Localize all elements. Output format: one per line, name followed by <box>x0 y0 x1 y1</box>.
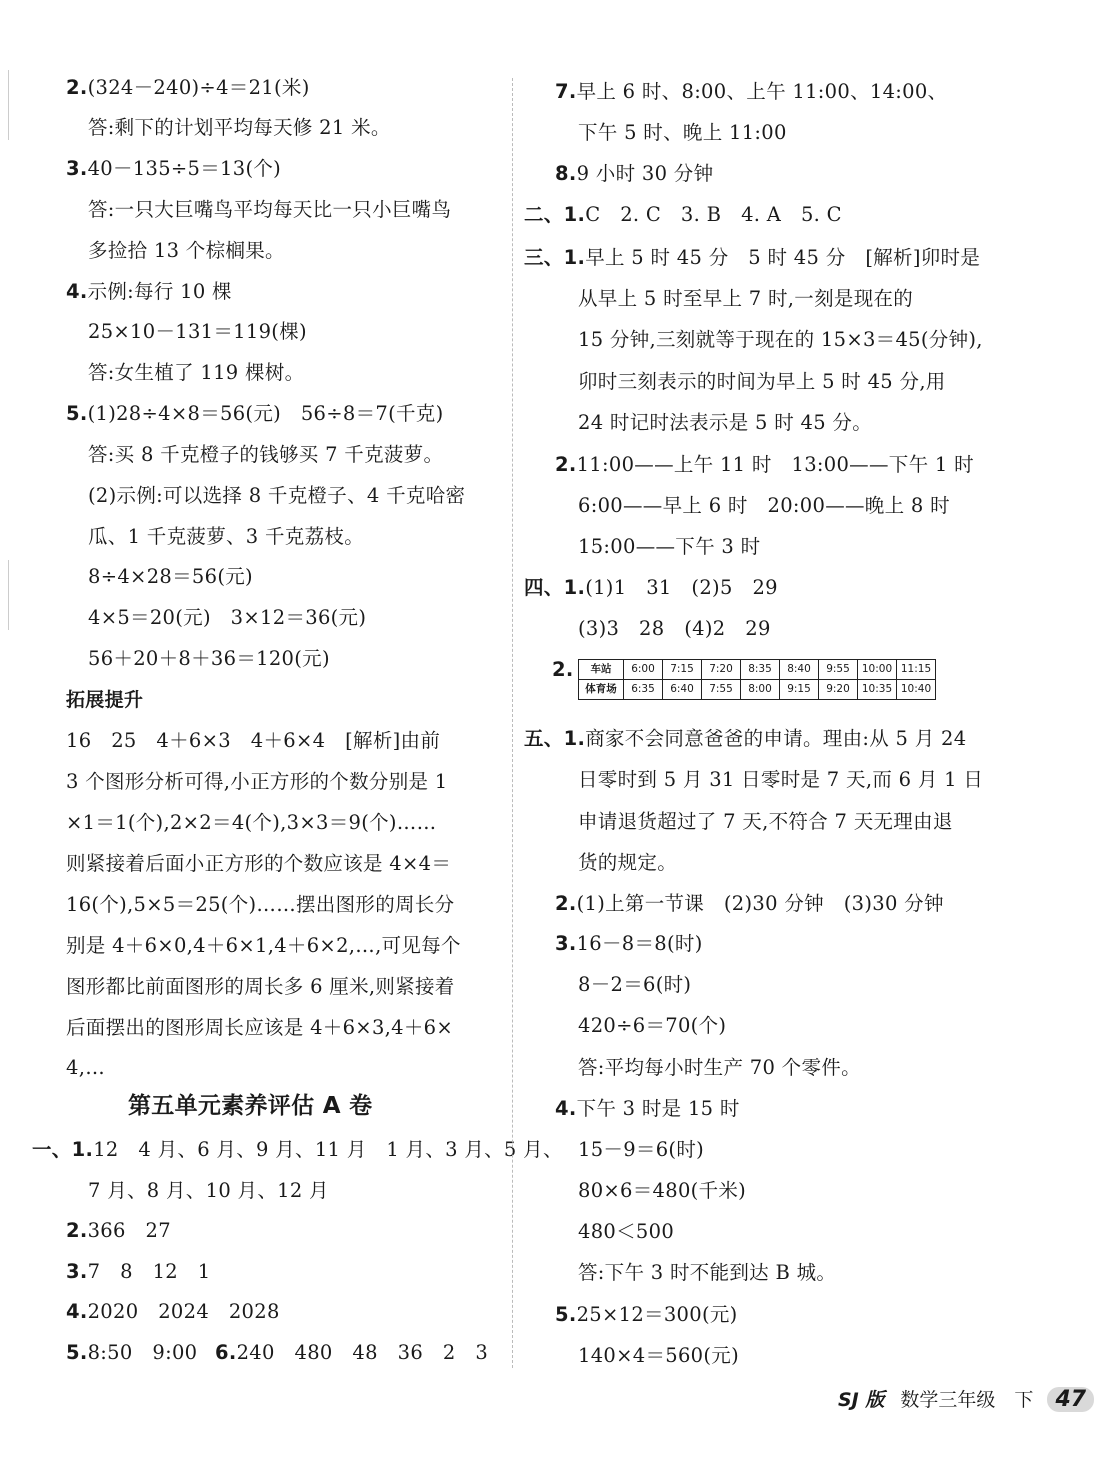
line-text: ×1＝1(个),2×2＝4(个),3×3＝9(个)…… <box>66 811 437 834</box>
text-line <box>66 1056 105 1080</box>
item-number: 4. <box>66 280 88 303</box>
text-line <box>578 1220 674 1244</box>
text-line <box>578 1056 861 1080</box>
line-text: 366 27 <box>87 1219 171 1242</box>
text-line <box>578 121 787 145</box>
timetable-cell: 6:35 <box>624 680 663 700</box>
item-number: 7. <box>555 80 577 103</box>
line-text: 9 小时 30 分钟 <box>576 162 714 185</box>
line-text: 240 480 48 36 2 3 <box>236 1341 489 1364</box>
text-line <box>88 361 304 385</box>
line-text: 8:50 9:00 <box>87 1341 198 1364</box>
text-line <box>555 932 703 956</box>
timetable-cell: 11:15 <box>897 660 936 680</box>
timetable-cell: 7:55 <box>702 680 741 700</box>
text-line <box>524 727 966 751</box>
line-text: 4×5＝20(元) 3×12＝36(元) <box>88 606 367 629</box>
text-line <box>578 973 691 997</box>
timetable-cell: 6:00 <box>624 660 663 680</box>
line-text: (3)3 28 (4)2 29 <box>578 617 771 640</box>
text-line <box>524 246 980 270</box>
line-text: 16－8＝8(时) <box>576 932 703 955</box>
line-text: 答:一只大巨嘴鸟平均每天比一只小巨嘴鸟 <box>88 198 452 221</box>
text-line <box>88 565 253 589</box>
timetable-row-header: 体育场 <box>579 680 624 700</box>
line-text: 答:下午 3 时不能到达 B 城。 <box>578 1261 837 1284</box>
text-line <box>66 1016 453 1040</box>
margin-mark <box>8 560 9 630</box>
text-line <box>66 975 455 999</box>
timetable-row-header: 车站 <box>579 660 624 680</box>
line-text: 80×6＝480(千米) <box>578 1179 747 1202</box>
line-text: 别是 4＋6×0,4＋6×1,4＋6×2,…,可见每个 <box>66 934 461 957</box>
text-line <box>578 1344 739 1368</box>
item-number: 5. <box>555 1303 577 1326</box>
text-line <box>88 525 364 549</box>
line-text: 3 个图形分析可得,小正方形的个数分别是 1 <box>66 770 448 793</box>
item-number: 二、1. <box>524 203 586 226</box>
text-line <box>578 617 771 641</box>
line-text: 16(个),5×5＝25(个)……摆出图形的周长分 <box>66 893 455 916</box>
text-line <box>88 239 285 263</box>
text-line <box>66 1219 171 1243</box>
edition-label: SJ 版 <box>838 1389 885 1411</box>
line-text: 140×4＝560(元) <box>578 1344 739 1367</box>
item-number: 2. <box>555 453 577 476</box>
line-text: 420÷6＝70(个) <box>578 1014 727 1037</box>
item-number: 3. <box>66 157 88 180</box>
text-line <box>66 402 444 426</box>
text-line <box>66 157 281 181</box>
line-text: C 2. C 3. B 4. A 5. C <box>585 203 842 226</box>
timetable-cell: 9:20 <box>819 680 858 700</box>
item-number: 2. <box>66 1219 88 1242</box>
text-line <box>66 729 440 753</box>
item-number: 5. <box>66 1341 88 1364</box>
text-line <box>578 851 677 875</box>
line-text: 7 8 12 1 <box>87 1260 211 1283</box>
line-text: 15 分钟,三刻就等于现在的 15×3＝45(分钟), <box>578 328 983 351</box>
item-number: 4. <box>555 1097 577 1120</box>
text-line <box>88 443 443 467</box>
timetable-cell: 8:00 <box>741 680 780 700</box>
line-text: 25×12＝300(元) <box>576 1303 738 1326</box>
line-text: 答:女生植了 119 棵树。 <box>88 361 305 384</box>
text-line <box>524 203 842 227</box>
line-text: 15－9＝6(时) <box>578 1138 705 1161</box>
timetable-cell: 10:00 <box>858 660 897 680</box>
text-line <box>555 453 974 477</box>
line-text: (1)1 31 (2)5 29 <box>585 576 778 599</box>
text-line <box>66 893 454 917</box>
line-text: 答:剩下的计划平均每天修 21 米。 <box>88 116 391 139</box>
line-text: 15:00——下午 3 时 <box>578 535 761 558</box>
line-text: 则紧接着后面小正方形的个数应该是 4×4＝ <box>66 852 452 875</box>
timetable-cell: 9:55 <box>819 660 858 680</box>
line-text: 日零时到 5 月 31 日零时是 7 天,而 6 月 1 日 <box>578 768 984 791</box>
timetable-cell: 9:15 <box>780 680 819 700</box>
text-line <box>578 1138 704 1162</box>
line-text: 11:00——上午 11 时 13:00——下午 1 时 <box>576 453 974 476</box>
line-text: 16 25 4＋6×3 4＋6×4 [解析]由前 <box>66 729 441 752</box>
item-number: 8. <box>555 162 577 185</box>
line-text: (2)示例:可以选择 8 千克橙子、4 千克哈密 <box>88 484 466 507</box>
line-text: 申请退货超过了 7 天,不符合 7 天无理由退 <box>578 810 953 833</box>
text-line <box>578 535 760 559</box>
item-number: 3. <box>555 932 577 955</box>
line-text: 7 月、8 月、10 月、12 月 <box>88 1179 329 1202</box>
text-line <box>88 606 366 630</box>
line-text: 25×10－131＝119(棵) <box>88 320 307 343</box>
item-number: 四、1. <box>524 576 586 599</box>
item-number: 2. <box>555 892 577 915</box>
text-line <box>578 411 872 435</box>
line-text: 24 时记时法表示是 5 时 45 分。 <box>578 411 873 434</box>
page-number: 47 <box>1047 1387 1094 1412</box>
text-line <box>578 494 950 518</box>
text-line <box>555 80 947 104</box>
text-line <box>215 1341 488 1365</box>
item-number: 6. <box>215 1341 237 1364</box>
line-text: 6:00——早上 6 时 20:00——晚上 8 时 <box>578 494 950 517</box>
line-text: (1)上第一节课 (2)30 分钟 (3)30 分钟 <box>576 892 944 915</box>
text-line <box>88 484 465 508</box>
line-text: 2020 2024 2028 <box>87 1300 280 1323</box>
line-text: 8－2＝6(时) <box>578 973 692 996</box>
page-footer <box>838 1385 1094 1412</box>
timetable-cell: 7:15 <box>663 660 702 680</box>
text-line <box>578 1179 746 1203</box>
text-line <box>88 198 451 222</box>
line-text: 后面摆出的图形周长应该是 4＋6×3,4＋6× <box>66 1016 454 1039</box>
line-text: 下午 5 时、晚上 11:00 <box>578 121 787 144</box>
text-line <box>555 1097 740 1121</box>
item-number: 三、1. <box>524 246 586 269</box>
text-line <box>578 810 953 834</box>
subject-label: 数学三年级 下 <box>900 1389 1034 1411</box>
line-text: 8÷4×28＝56(元) <box>88 565 253 588</box>
timetable <box>578 659 936 700</box>
timetable-cell: 8:40 <box>780 660 819 680</box>
text-line <box>66 1341 197 1365</box>
text-line <box>66 1260 211 1284</box>
text-line <box>578 328 983 352</box>
unit-title: 第五单元素养评估 A 卷 <box>128 1093 373 1119</box>
line-text: 下午 3 时是 15 时 <box>576 1097 740 1120</box>
text-line <box>555 162 713 186</box>
item-number: 五、1. <box>524 727 586 750</box>
text-line <box>524 576 778 600</box>
line-text: 12 4 月、6 月、9 月、11 月 1 月、3 月、5 月、 <box>93 1138 563 1161</box>
text-line <box>66 852 451 876</box>
column-divider <box>512 78 513 1368</box>
text-line <box>32 1138 563 1162</box>
line-text: 卯时三刻表示的时间为早上 5 时 45 分,用 <box>578 370 946 393</box>
text-line <box>578 287 913 311</box>
text-line <box>578 1014 726 1038</box>
text-line <box>66 76 310 100</box>
text-line <box>578 370 946 394</box>
line-text: (324－240)÷4＝21(米) <box>87 76 310 99</box>
item-number: 一、1. <box>32 1138 94 1161</box>
line-text: 从早上 5 时至早上 7 时,一刻是现在的 <box>578 287 914 310</box>
line-text: 答:买 8 千克橙子的钱够买 7 千克菠萝。 <box>88 443 444 466</box>
item-number: 3. <box>66 1260 88 1283</box>
text-line <box>578 1261 836 1285</box>
text-line <box>88 1179 329 1203</box>
line-text: 多捡拾 13 个棕榈果。 <box>88 239 285 262</box>
item-number: 5. <box>66 402 88 425</box>
text-line <box>578 768 983 792</box>
text-line <box>88 116 391 140</box>
timetable-cell: 6:40 <box>663 680 702 700</box>
text-line <box>66 280 232 304</box>
text-line <box>88 647 330 671</box>
line-text: 商家不会同意爸爸的申请。理由:从 5 月 24 <box>585 727 967 750</box>
timetable-cell: 10:40 <box>897 680 936 700</box>
line-text: 4,… <box>66 1056 106 1079</box>
line-text: 答:平均每小时生产 70 个零件。 <box>578 1056 861 1079</box>
line-text: 示例:每行 10 棵 <box>87 280 232 303</box>
line-text: (1)28÷4×8＝56(元) 56÷8＝7(千克) <box>87 402 444 425</box>
timetable-cell: 8:35 <box>741 660 780 680</box>
line-text: 56＋20＋8＋36＝120(元) <box>88 647 330 670</box>
line-text: 40－135÷5＝13(个) <box>87 157 282 180</box>
margin-mark <box>8 70 9 140</box>
line-text: 图形都比前面图形的周长多 6 厘米,则紧接着 <box>66 975 455 998</box>
item-number: 4. <box>66 1300 88 1323</box>
line-text: 早上 5 时 45 分 5 时 45 分 [解析]卯时是 <box>585 246 981 269</box>
timetable-cell: 7:20 <box>702 660 741 680</box>
timetable-cell: 10:35 <box>858 680 897 700</box>
text-line <box>66 770 448 794</box>
line-text: 480＜500 <box>578 1220 675 1243</box>
item-number: 2. <box>66 76 88 99</box>
text-line <box>66 934 461 958</box>
text-line <box>555 892 944 916</box>
line-text: 货的规定。 <box>578 851 678 874</box>
text-line <box>555 1303 738 1327</box>
extension-heading: 拓展提升 <box>66 689 144 711</box>
text-line <box>66 811 436 835</box>
line-text: 瓜、1 千克菠萝、3 千克荔枝。 <box>88 525 365 548</box>
text-line <box>88 320 307 344</box>
table-label: 2. <box>552 658 574 681</box>
line-text: 早上 6 时、8:00、上午 11:00、14:00、 <box>576 80 948 103</box>
text-line <box>66 1300 280 1324</box>
